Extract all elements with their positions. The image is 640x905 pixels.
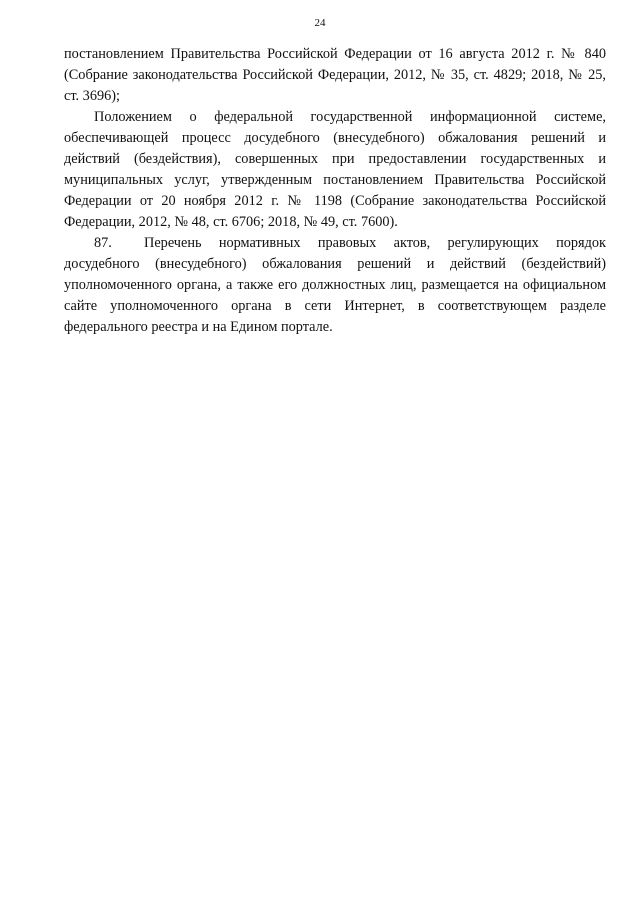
document-body — [64, 44, 606, 338]
paragraph-87 — [64, 233, 606, 338]
paragraph-text: Перечень нормативных правовых актов, регулирующих порядок досудебного (внесудебного) обжалования решений и действий (бездействий) уполномоченного органа, а также его должностных лиц, размещается на официальном сайте уполномоченного органа в сети Интернет, в соответствующем разделе федерального реестра и на Едином портале. — [64, 235, 606, 335]
paragraph-text: Положением о федеральной государственной информационной системе, обеспечивающей процесс досудебного (внесудебного) обжалования решений и действий (бездействия), совершенных при предоставлении государственных и муниципальных услуг, утвержденным постановлением Правительства Российской Федерации от 20 ноября 2012 г. № 1198 (Собрание законодательства Российской Федерации, 2012, № 48, ст. 6706; 2018, № 49, ст. 7600). — [64, 109, 606, 230]
page-number: 24 — [314, 17, 326, 29]
paragraph-text: постановлением Правительства Российской Федерации от 16 августа 2012 г. № 840 (Собрание законодательства Российской Федерации, 2012, № 35, ст. 4829; 2018, № 25, ст. 3696); — [64, 46, 606, 104]
paragraph-number: 87. — [94, 235, 112, 251]
paragraph-decree-reference — [64, 44, 606, 107]
paragraph-regulation-reference — [64, 107, 606, 233]
